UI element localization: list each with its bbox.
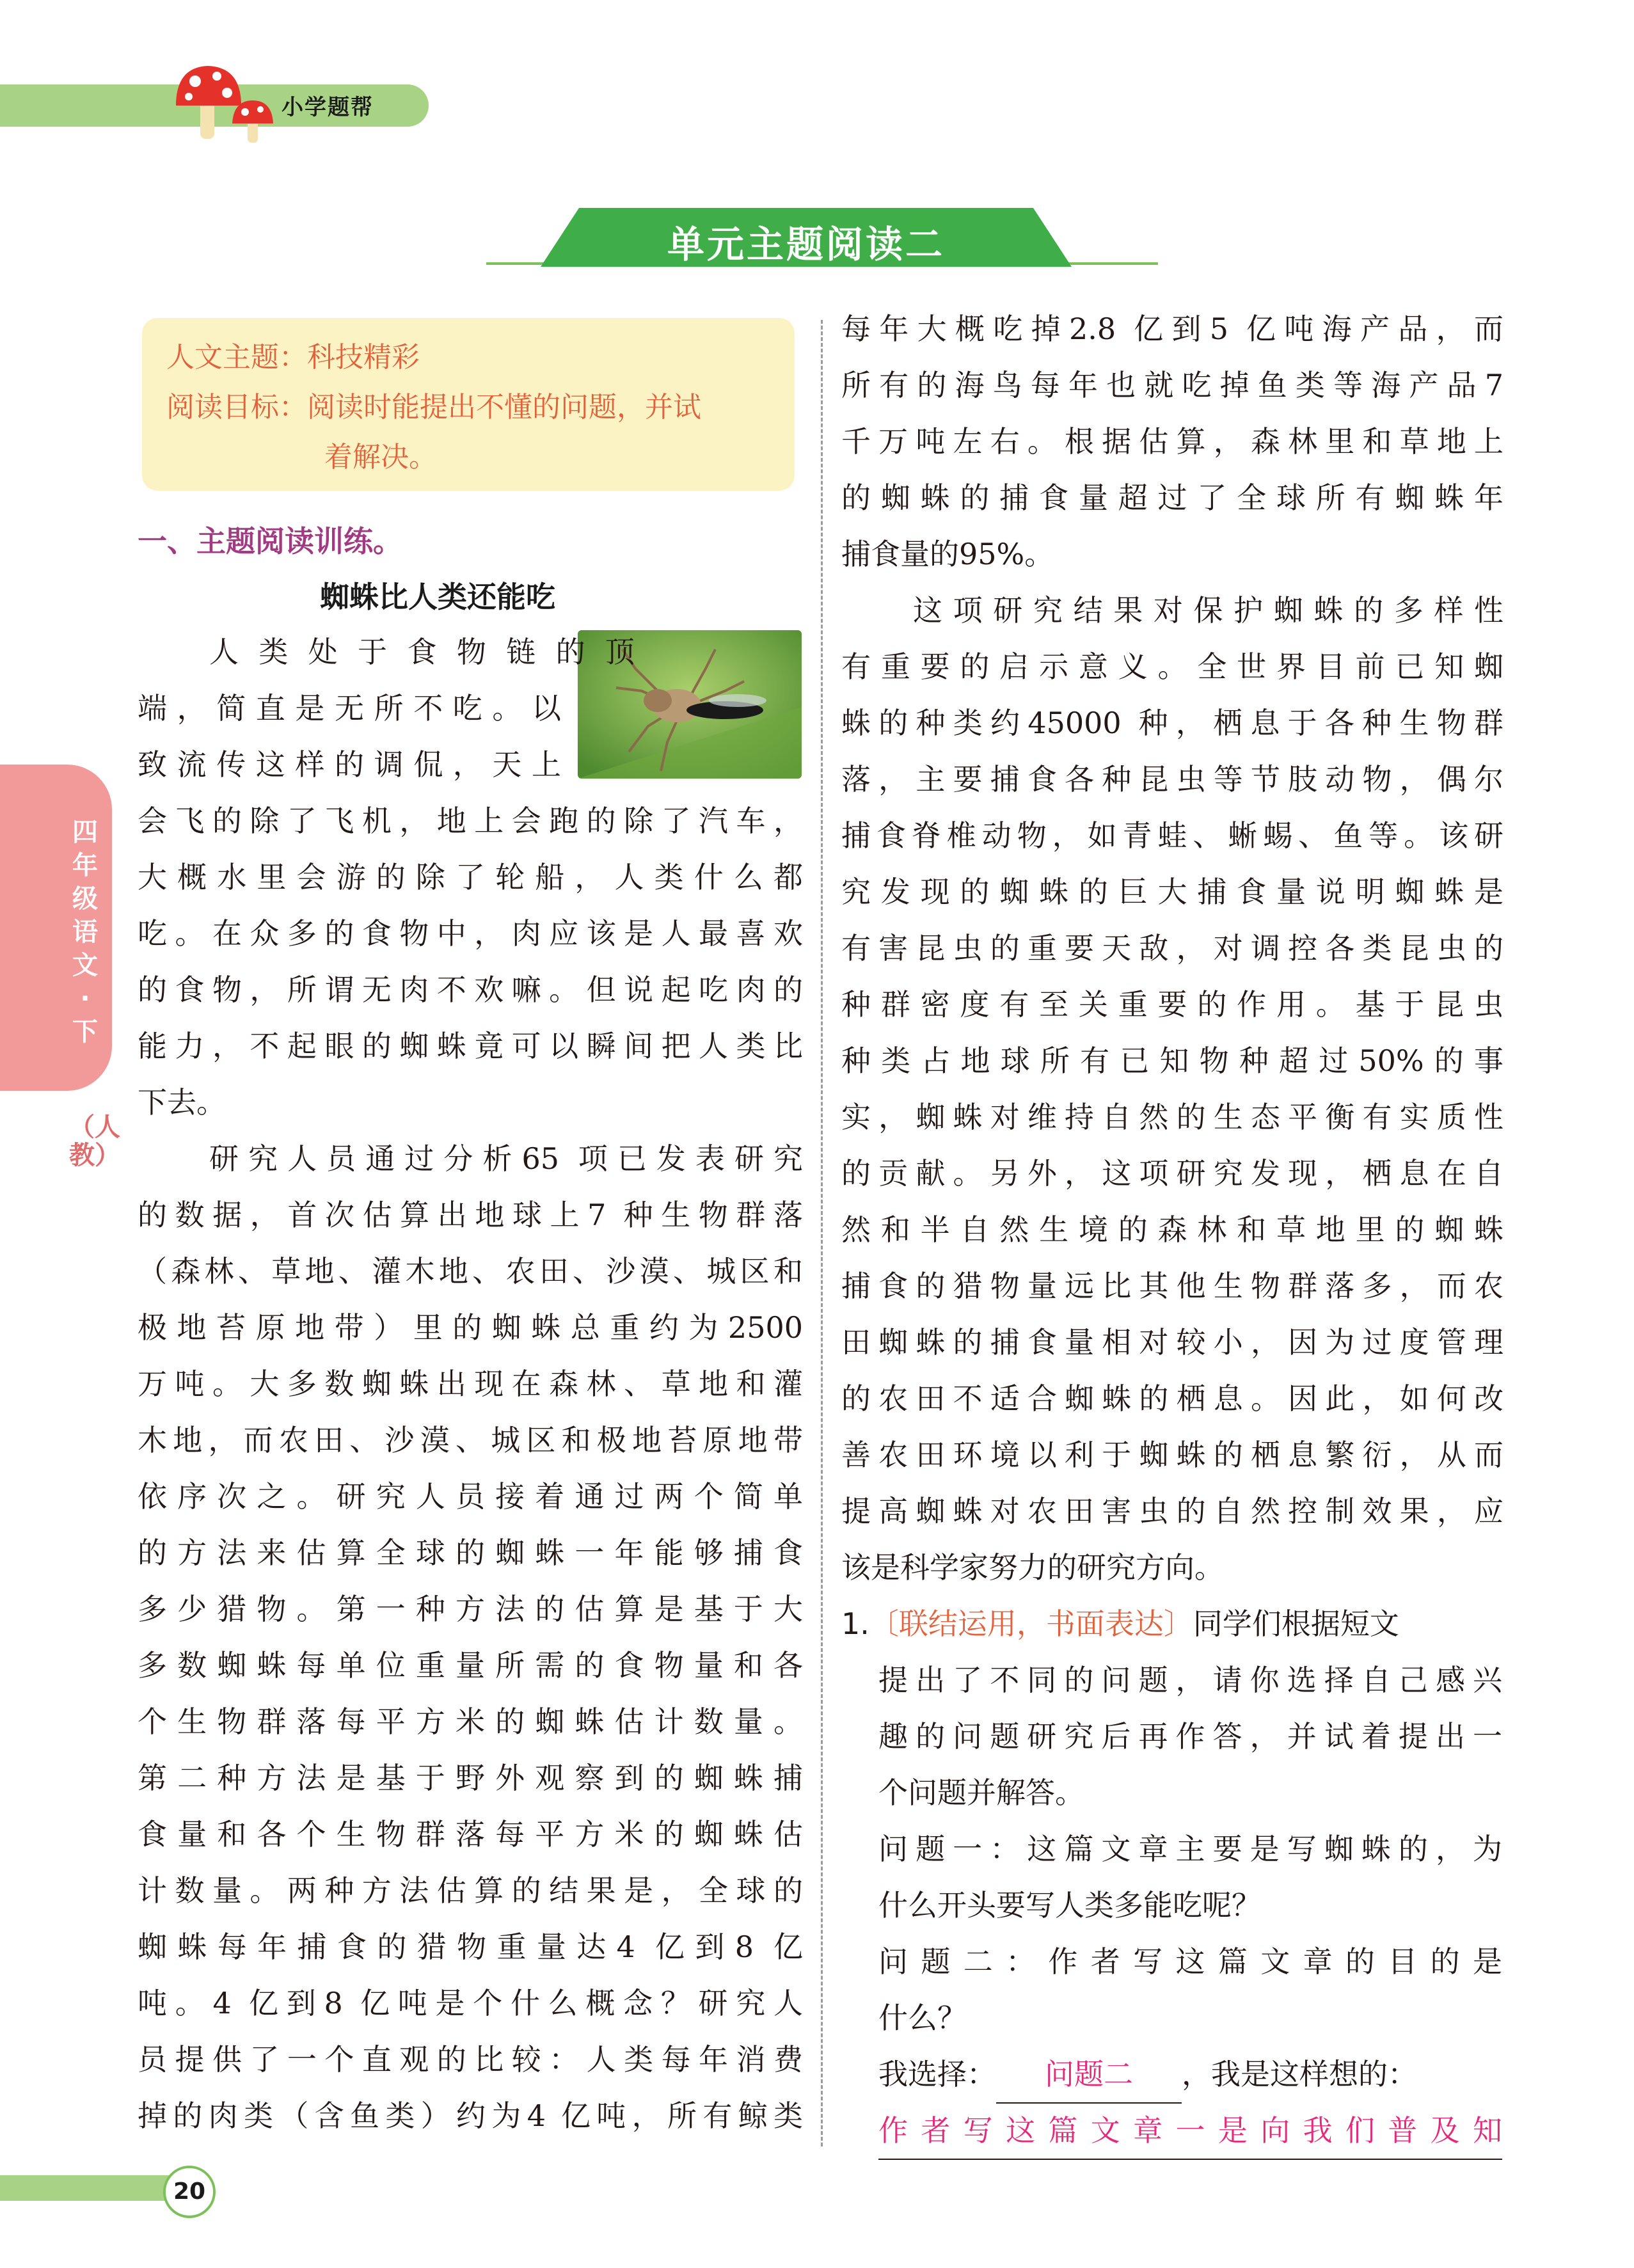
paragraph-line: 极地苔原地带）里的蜘蛛总重约为2500 bbox=[138, 1310, 803, 1345]
answer-line[interactable]: 作者写这篇文章一是向我们普及知 bbox=[878, 2102, 1502, 2160]
paragraph-line: 计数量。两种方法估算的结果是，全球的 bbox=[138, 1873, 803, 1908]
question-line: 个问题并解答。 bbox=[878, 1775, 1084, 1810]
question-line: 问题一：这篇文章主要是写蜘蛛的，为 bbox=[878, 1832, 1502, 1866]
paragraph-line: 下去。 bbox=[138, 1085, 226, 1120]
paragraph-line: 会飞的除了飞机，地上会跑的除了汽车， bbox=[138, 804, 803, 838]
paragraph-line: 捕食量的95%。 bbox=[841, 537, 1054, 571]
paragraph-line: 人类处于食物链的顶 bbox=[209, 635, 635, 669]
brand-label: 小学题帮 bbox=[282, 95, 374, 120]
paragraph-line: 大概水里会游的除了轮船，人类什么都 bbox=[138, 860, 803, 894]
column-divider bbox=[821, 320, 823, 2146]
side-tab-grade: 四年级语文·下 bbox=[72, 818, 98, 1047]
paragraph-line: 多少猎物。第一种方法的估算是基于大 bbox=[138, 1592, 803, 1626]
paragraph-line: （森林、草地、灌木地、农田、沙漠、城区和 bbox=[138, 1254, 803, 1289]
paragraph-line: 落，主要捕食各种昆虫等节肢动物，偶尔 bbox=[841, 762, 1503, 797]
paragraph-line: 的贡献。另外，这项研究发现，栖息在自 bbox=[841, 1156, 1503, 1191]
paragraph-line: 食量和各个生物群落每平方米的蜘蛛估 bbox=[138, 1817, 803, 1852]
paragraph-line: 种类占地球所有已知物种超过50%的事 bbox=[841, 1043, 1503, 1078]
paragraph-line: 能力，不起眼的蜘蛛竟可以瞬间把人类比 bbox=[138, 1029, 803, 1063]
paragraph-line: 蛛的种类约45000 种，栖息于各种生物群 bbox=[841, 706, 1503, 740]
paragraph-line: 个生物群落每平方米的蜘蛛估计数量。 bbox=[138, 1704, 803, 1739]
paragraph-line: 每年大概吃掉2.8 亿到5 亿吨海产品，而 bbox=[841, 312, 1503, 346]
paragraph-line: 捕食的猎物量远比其他生物群落多，而农 bbox=[841, 1269, 1503, 1303]
paragraph-line: 的食物，所谓无肉不欢嘛。但说起吃肉的 bbox=[138, 972, 803, 1007]
question-1 bbox=[841, 1596, 1510, 2160]
question-line: 问题二：作者写这篇文章的目的是 bbox=[878, 1944, 1502, 1979]
paragraph-line: 多数蜘蛛每单位重量所需的食物量和各 bbox=[138, 1648, 803, 1683]
paragraph-line: 有重要的启示意义。全世界目前已知蜘 bbox=[841, 649, 1503, 684]
right-column bbox=[841, 301, 1503, 1596]
mushroom-logo-icon bbox=[163, 54, 291, 150]
paragraph-line: 该是科学家努力的研究方向。 bbox=[841, 1550, 1224, 1585]
paragraph-line: 然和半自然生境的森林和草地里的蜘蛛 bbox=[841, 1212, 1503, 1247]
section-heading: 一、主题阅读训练。 bbox=[138, 524, 402, 559]
paragraph-line: 所有的海鸟每年也就吃掉鱼类等海产品7 bbox=[841, 368, 1503, 402]
paragraph-line: 员提供了一个直观的比较：人类每年消费 bbox=[138, 2042, 803, 2077]
choice-answer[interactable]: 问题二 bbox=[996, 2046, 1182, 2104]
theme-line-3: 着解决。 bbox=[324, 441, 437, 473]
paragraph-line: 田蜘蛛的捕食量相对较小，因为过度管理 bbox=[841, 1325, 1503, 1360]
paragraph-line: 实，蜘蛛对维持自然的生态平衡有实质性 bbox=[841, 1100, 1503, 1134]
left-column bbox=[138, 624, 803, 2144]
paragraph-line: 吃。在众多的食物中，肉应该是人最喜欢 bbox=[138, 916, 803, 951]
theme-line-1: 人文主题：科技精彩 bbox=[166, 341, 420, 374]
question-line: 什么开头要写人类多能吃呢？ bbox=[878, 1888, 1261, 1923]
paragraph-line: 种群密度有至关重要的作用。基于昆虫 bbox=[841, 987, 1503, 1022]
paragraph-line: 究发现的蜘蛛的巨大捕食量说明蜘蛛是 bbox=[841, 875, 1503, 909]
question-line: 趣的问题研究后再作答，并试着提出一 bbox=[878, 1719, 1502, 1754]
question-number: 1. bbox=[841, 1606, 869, 1641]
paragraph-line: 吨。4 亿到8 亿吨是个什么概念？研究人 bbox=[138, 1986, 803, 2020]
paragraph-line: 捕食脊椎动物，如青蛙、蜥蜴、鱼等。该研 bbox=[841, 818, 1503, 853]
paragraph-line: 千万吨左右。根据估算，森林里和草地上 bbox=[841, 424, 1503, 459]
paragraph-line: 有害昆虫的重要天敌，对调控各类昆虫的 bbox=[841, 931, 1503, 965]
page-number: 20 bbox=[163, 2166, 216, 2218]
paragraph-line: 提高蜘蛛对农田害虫的自然控制效果，应 bbox=[841, 1494, 1503, 1528]
page-title: 单元主题阅读二 bbox=[667, 223, 945, 266]
paragraph-line: 第二种方法是基于野外观察到的蜘蛛捕 bbox=[138, 1761, 803, 1795]
side-tab-edition: （人教） bbox=[69, 1113, 120, 1170]
paragraph-line: 木地，而农田、沙漠、城区和极地苔原地带 bbox=[138, 1423, 803, 1457]
paragraph-line: 善农田环境以利于蜘蛛的栖息繁衍，从而 bbox=[841, 1438, 1503, 1472]
paragraph-line: 端，简直是无所不吃。以 bbox=[138, 691, 561, 726]
paragraph-line: 万吨。大多数蜘蛛出现在森林、草地和灌 bbox=[138, 1367, 803, 1401]
question-line: 什么？ bbox=[878, 2001, 967, 2035]
paragraph-line: 的数据，首次估算出地球上7 种生物群落 bbox=[138, 1198, 803, 1232]
question-line: 同学们根据短文 bbox=[1193, 1606, 1399, 1641]
choice-prefix: 我选择： bbox=[878, 2057, 996, 2091]
paragraph-line: 研究人员通过分析65 项已发表研究 bbox=[209, 1141, 803, 1176]
paragraph-line: 的农田不适合蜘蛛的栖息。因此，如何改 bbox=[841, 1381, 1503, 1416]
paragraph-line: 的蜘蛛的捕食量超过了全球所有蜘蛛年 bbox=[841, 480, 1503, 515]
question-line: 提出了不同的问题，请你选择自己感兴 bbox=[878, 1663, 1502, 1697]
paragraph-line: 依序次之。研究人员接着通过两个简单 bbox=[138, 1479, 803, 1514]
choice-line bbox=[878, 2046, 1510, 2102]
article-title: 蜘蛛比人类还能吃 bbox=[320, 580, 555, 614]
question-tag: 〔联结运用，书面表达〕 bbox=[869, 1606, 1193, 1641]
paragraph-line: 蜘蛛每年捕食的猎物重量达4 亿到8 亿 bbox=[138, 1930, 803, 1964]
theme-line-2: 阅读目标：阅读时能提出不懂的问题，并试 bbox=[166, 391, 701, 424]
choice-suffix: ，我是这样想的： bbox=[1182, 2057, 1417, 2091]
paragraph-line: 这项研究结果对保护蜘蛛的多样性 bbox=[913, 593, 1503, 628]
paragraph-line: 的方法来估算全球的蜘蛛一年能够捕食 bbox=[138, 1535, 803, 1570]
paragraph-line: 致流传这样的调侃，天上 bbox=[138, 747, 561, 782]
paragraph-line: 掉的肉类（含鱼类）约为4 亿吨，所有鲸类 bbox=[138, 2098, 803, 2133]
theme-box bbox=[142, 318, 795, 491]
